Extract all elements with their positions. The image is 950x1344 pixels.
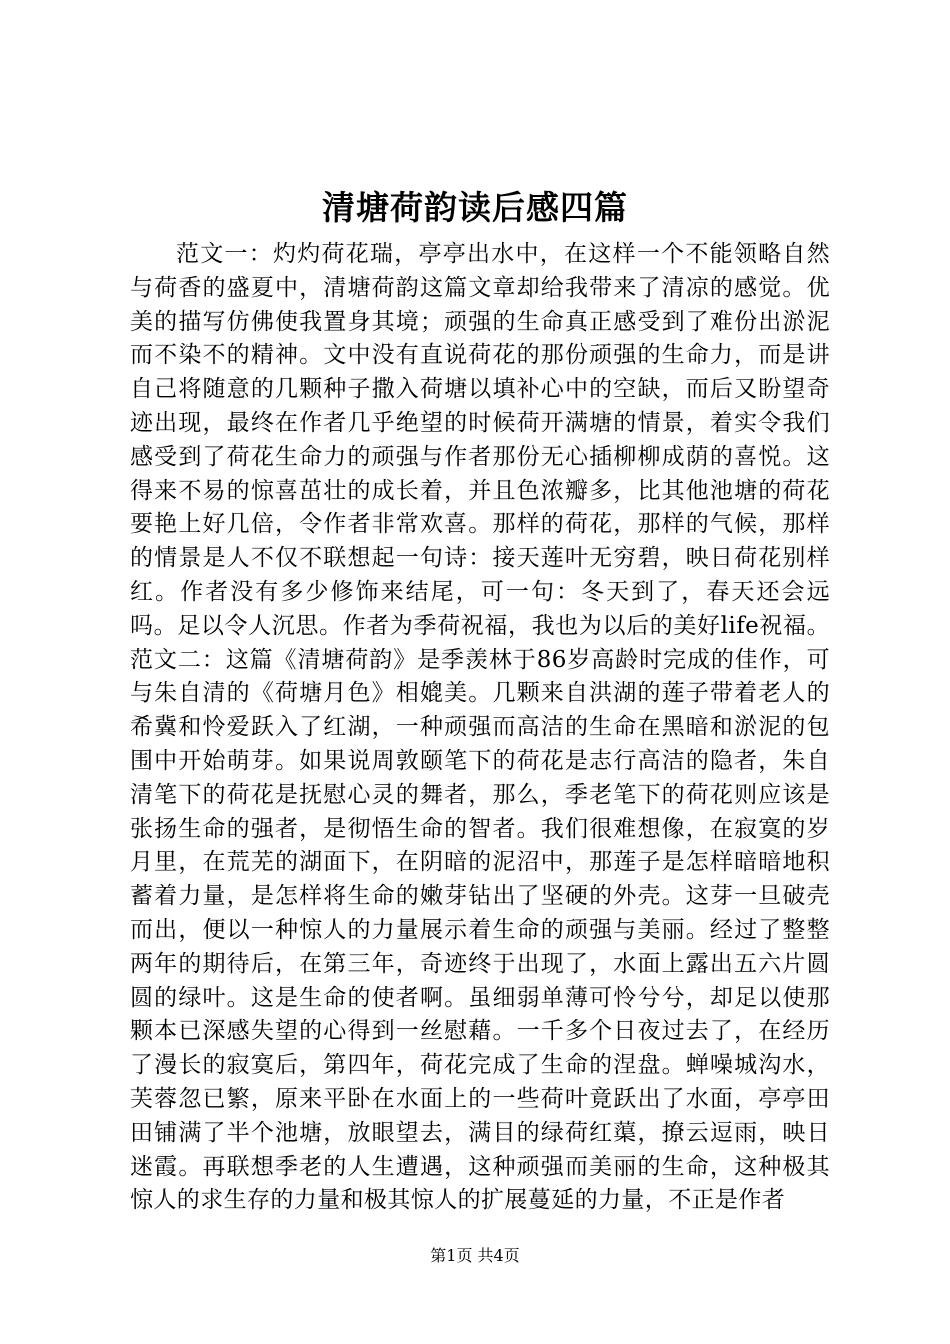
document-title: 清塘荷韵读后感四篇	[322, 188, 628, 227]
document-body-paragraph: 范文一：灼灼荷花瑞，亭亭出水中，在这样一个不能领略自然与荷香的盛夏中，清塘荷韵这篇文章却给我带来了清凉的感觉。优美的描写仿佛使我置身其境；顽强的生命真正感受到了难份出淤泥而不染不的精神。文中没有直说荷花的那份顽强的生命力，而是讲自己将随意的几颗种子撒入荷塘以填补心中的空缺，而后又盼望奇迹出现，最终在作者几乎绝望的时候荷开满塘的情景，着实令我们感受到了荷花生命力的顽强与作者那份无心插柳柳成荫的喜悦。这得来不易的惊喜茁壮的成长着，并且色浓瓣多，比其他池塘的荷花要艳上好几倍，令作者非常欢喜。那样的荷花，那样的气候，那样的情景是人不仅不联想起一句诗：接天莲叶无穷碧，映日荷花别样红。作者没有多少修饰来结尾，可一句：冬天到了，春天还会远吗。足以令人沉思。作者为季荷祝福，我也为以后的美好life祝福。范文二：这篇《清塘荷韵》是季羡林于86岁高龄时完成的佳作，可与朱自清的《荷塘月色》相媲美。几颗来自洪湖的莲子带着老人的希冀和怜爱跃入了红湖，一种顽强而高洁的生命在黑暗和淤泥的包围中开始萌芽。如果说周敦颐笔下的荷花是志行高洁的隐者，朱自清笔下的荷花是抚慰心灵的舞者，那么，季老笔下的荷花则应该是张扬生命的强者，是彻悟生命的智者。我们很难想像，在寂寞的岁月里，在荒芜的湖面下，在阴暗的泥沼中，那莲子是怎样暗暗地积蓄着力量，是怎样将生命的嫩芽钻出了坚硬的外壳。这芽一旦破壳而出，便以一种惊人的力量展示着生命的顽强与美丽。经过了整整两年的期待后，在第三年，奇迹终于出现了，水面上露出五六片圆圆的绿叶。这是生命的使者啊。虽细弱单薄可怜兮兮，却足以使那颗本已深感失望的心得到一丝慰藉。一千多个日夜过去了，在经历了漫长的寂寞后，第四年，荷花完成了生命的涅盘。蝉噪城沟水，芙蓉忽已繁，原来平卧在水面上的一些荷叶竟跃出了水面，亭亭田田铺满了半个池塘，放眼望去，满目的绿荷红蕖，撩云逗雨，映日迷霞。再联想季老的人生遭遇，这种顽强而美丽的生命，这种极其惊人的求生存的力量和极其惊人的扩展蔓延的力量，不正是作者	[130, 241, 830, 1214]
page-number-footer: 第1页 共4页	[430, 1246, 520, 1265]
